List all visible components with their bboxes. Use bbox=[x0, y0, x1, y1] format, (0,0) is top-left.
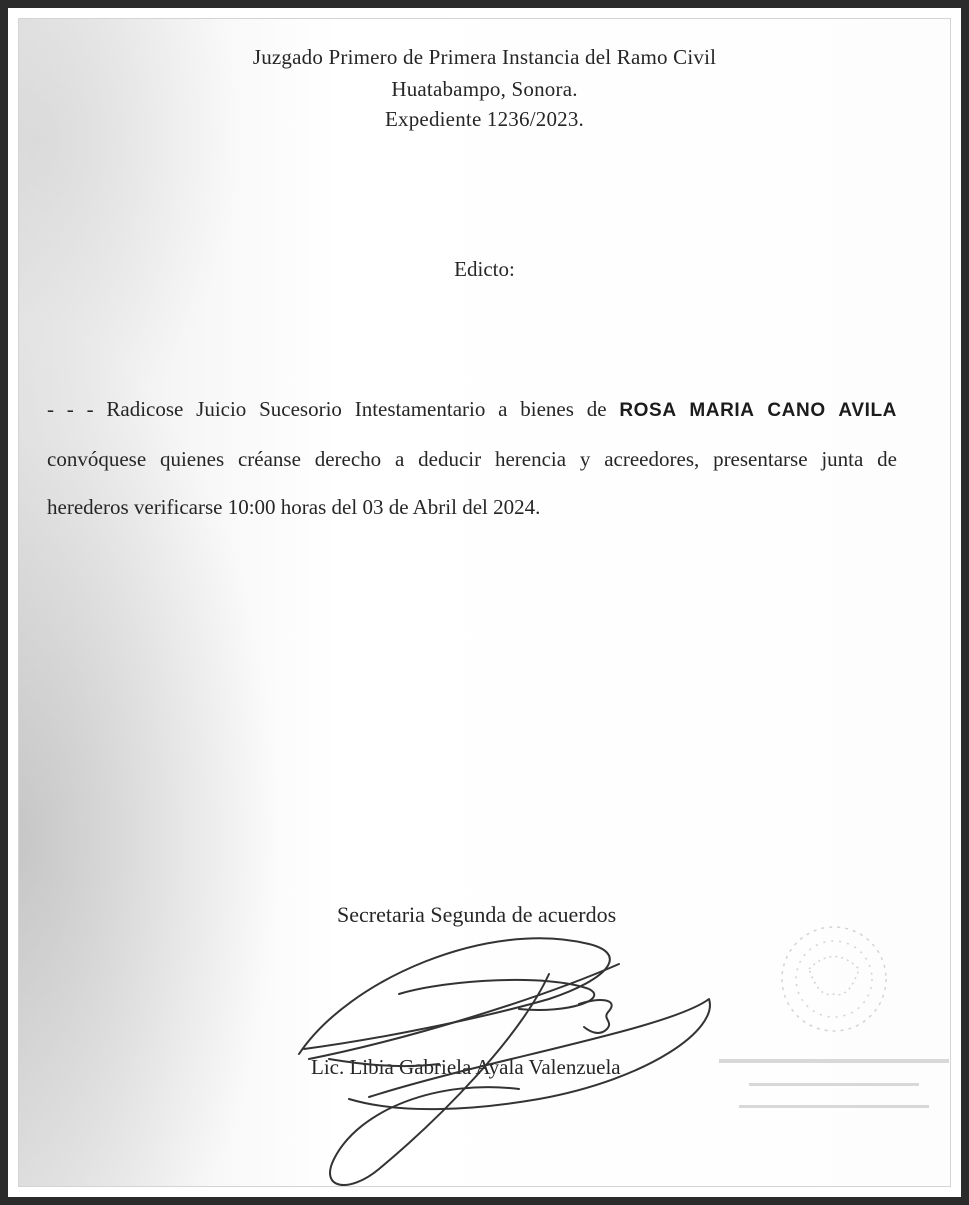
body-line-1-text: - - - Radicose Juicio Sucesorio Intestamentario a bienes de bbox=[47, 397, 607, 421]
official-seal-stamp bbox=[709, 899, 959, 1159]
court-name: Juzgado Primero de Primera Instancia del Ramo Civil bbox=[252, 45, 717, 69]
court-location: Huatabampo, Sonora. bbox=[391, 77, 578, 101]
handwritten-signature bbox=[289, 919, 729, 1205]
body-line-1 bbox=[47, 397, 897, 422]
signer-name: Lic. Libia Gabriela Ayala Valenzuela bbox=[311, 1055, 621, 1079]
body-line-2: convóquese quienes créanse derecho a deducir herencia y acreedores, presentarse junta de bbox=[47, 447, 897, 471]
scanned-page bbox=[18, 18, 951, 1187]
signer-title: Secretaria Segunda de acuerdos bbox=[337, 902, 617, 927]
body-line-3: herederos verificarse 10:00 horas del 03 de Abril del 2024. bbox=[47, 495, 541, 519]
notice-title: Edicto: bbox=[454, 257, 515, 281]
case-number: Expediente 1236/2023. bbox=[385, 107, 584, 131]
deceased-name: ROSA MARIA CANO AVILA bbox=[619, 400, 898, 421]
